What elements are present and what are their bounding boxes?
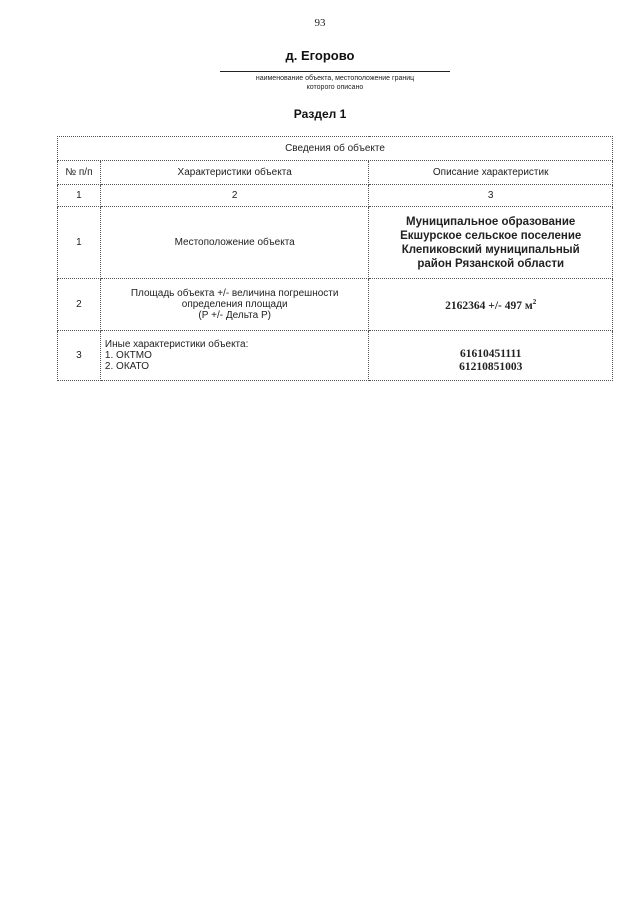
table-header-row xyxy=(58,161,613,185)
row-number: 1 xyxy=(58,207,101,279)
row-number: 2 xyxy=(58,279,101,331)
object-caption xyxy=(200,74,470,92)
characteristic-cell: Местоположение объекта xyxy=(100,207,368,279)
caption-line: которого описано xyxy=(306,84,364,91)
caption-line: наименование объекта, местоположение границ xyxy=(255,75,415,82)
characteristic-line: (Р +/- Дельта Р) xyxy=(198,310,271,321)
characteristic-line: 1. ОКТМО xyxy=(104,350,152,361)
characteristic-line: 2. ОКАТО xyxy=(104,361,149,372)
characteristic-cell xyxy=(100,331,368,381)
table-title: Сведения об объекте xyxy=(58,137,613,161)
column-number: 3 xyxy=(369,185,613,207)
value-line: район Рязанской области xyxy=(417,257,565,270)
column-header: Характеристики объекта xyxy=(100,161,368,185)
characteristic-cell xyxy=(100,279,368,331)
column-number-row xyxy=(58,185,613,207)
value-line: Клепиковский муниципальный xyxy=(401,243,580,256)
column-header: Описание характеристик xyxy=(369,161,613,185)
object-name: д. Егорово xyxy=(285,48,355,63)
value-cell xyxy=(369,331,613,381)
table-row xyxy=(58,207,613,279)
oktmo-code: 61610451111 xyxy=(460,347,522,360)
column-number: 1 xyxy=(58,185,101,207)
characteristic-line: Иные характеристики объекта: xyxy=(104,339,249,350)
value-line: Екшурское сельское поселение xyxy=(400,229,582,242)
value-cell xyxy=(369,279,613,331)
section-title: Раздел 1 xyxy=(293,107,347,121)
value-cell xyxy=(369,207,613,279)
object-info-table xyxy=(57,136,613,381)
characteristic-line: определения площади xyxy=(181,299,288,310)
area-value: 2162364 +/- 497 м xyxy=(445,299,533,312)
table-row xyxy=(58,279,613,331)
underline-rule xyxy=(220,71,450,72)
okato-code: 61210851003 xyxy=(459,360,523,373)
page-number: 93 xyxy=(314,17,326,29)
area-unit-exponent: 2 xyxy=(532,298,537,307)
column-header: № п/п xyxy=(58,161,101,185)
value-line: Муниципальное образование xyxy=(406,215,576,228)
column-number: 2 xyxy=(100,185,368,207)
table-row xyxy=(58,331,613,381)
row-number: 3 xyxy=(58,331,101,381)
characteristic-line: Площадь объекта +/- величина погрешности xyxy=(130,288,339,299)
